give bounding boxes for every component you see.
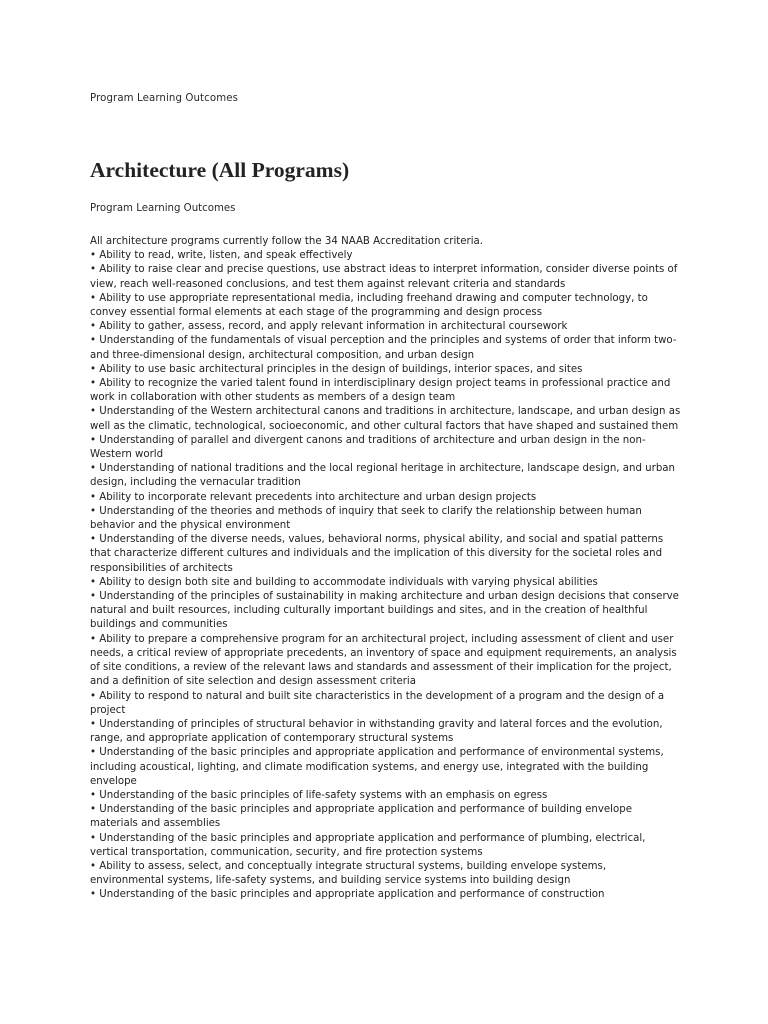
outcome-item: • Understanding of the basic principles and appropriate application and performance of construction: [90, 889, 605, 901]
page-title: Architecture (All Programs): [90, 158, 350, 182]
outcome-item: • Ability to raise clear and precise questions, use abstract ideas to interpret information, consider diverse points of view, reach well-reasoned conclusions, and test them against relevant criteria and standards: [90, 264, 678, 290]
page-header-label: Program Learning Outcomes: [90, 93, 238, 104]
outcome-item: • Ability to prepare a comprehensive program for an architectural project, including assessment of client and user needs, a critical review of appropriate precedents, an inventory of space and equipment requirements, an analysis of site conditions, a review of the relevant laws and standards and assessment of their implication for the project, and a definition of site selection and design assessment criteria: [90, 633, 677, 688]
outcome-item: • Ability to use basic architectural principles in the design of buildings, interior spaces, and sites: [90, 363, 583, 375]
outcome-item: • Understanding of the principles of sustainability in making architecture and urban design decisions that conserve natural and built resources, including culturally important buildings and sites, and in the creation of healthful buildings and communities: [90, 591, 679, 631]
outcome-item: • Understanding of the basic principles and appropriate application and performance of plumbing, electrical, vertical transportation, communication, security, and fire protection systems: [90, 832, 646, 858]
outcome-item: • Understanding of the basic principles and appropriate application and performance of building envelope materials and assemblies: [90, 804, 632, 830]
outcome-item: • Ability to assess, select, and conceptually integrate structural systems, building envelope systems, environmental systems, life-safety systems, and building service systems into building design: [90, 860, 607, 887]
outcome-item: • Understanding of national traditions and the local regional heritage in architecture, landscape design, and urban design, including the vernacular tradition: [90, 463, 675, 489]
intro-paragraph: All architecture programs currently follow the 34 NAAB Accreditation criteria.: [90, 236, 484, 247]
outcome-item: • Understanding of principles of structural behavior in withstanding gravity and lateral forces and the evolution, range, and appropriate application of contemporary structural systems: [90, 718, 663, 745]
outcome-item: • Understanding of the fundamentals of visual perception and the principles and systems of order that inform two- and three-dimensional design, architectural composition, and urban design: [90, 335, 677, 361]
outcome-item: • Ability to use appropriate representational media, including freehand drawing and computer technology, to convey essential formal elements at each stage of the programming and design process: [90, 292, 648, 319]
outcome-item: • Ability to incorporate relevant precedents into architecture and urban design projects: [90, 491, 537, 503]
outcomes-body: [90, 235, 682, 903]
outcome-item: • Ability to design both site and building to accommodate individuals with varying physical abilities: [90, 576, 598, 588]
outcome-item: • Ability to respond to natural and built site characteristics in the development of a program and the design of a project: [90, 690, 665, 716]
outcome-item: • Understanding of parallel and divergent canons and traditions of architecture and urban design in the non-Western world: [90, 434, 646, 461]
outcome-item: • Understanding of the basic principles and appropriate application and performance of environmental systems, including acoustical, lighting, and climate modification systems, and energy use, integrated with the building envelope: [90, 747, 664, 787]
outcome-item: • Understanding of the diverse needs, values, behavioral norms, physical ability, and social and spatial patterns that characterize different cultures and individuals and the implication of this diversity for the societal roles and responsibilities of architects: [90, 534, 664, 574]
outcome-item: • Ability to read, write, listen, and speak effectively: [90, 250, 353, 262]
section-subtitle: Program Learning Outcomes: [90, 203, 236, 214]
outcome-item: • Understanding of the basic principles of life-safety systems with an emphasis on egress: [90, 789, 548, 801]
outcome-item: • Ability to recognize the varied talent found in interdisciplinary design project teams in professional practice and work in collaboration with other students as members of a design team: [90, 378, 671, 404]
outcome-item: • Understanding of the theories and methods of inquiry that seek to clarify the relationship between human behavior and the physical environment: [90, 505, 642, 532]
outcome-item: • Understanding of the Western architectural canons and traditions in architecture, landscape, and urban design as well as the climatic, technological, socioeconomic, and other cultural factors that have shaped and sustained them: [90, 406, 681, 432]
outcome-item: • Ability to gather, assess, record, and apply relevant information in architectural coursework: [90, 321, 568, 333]
